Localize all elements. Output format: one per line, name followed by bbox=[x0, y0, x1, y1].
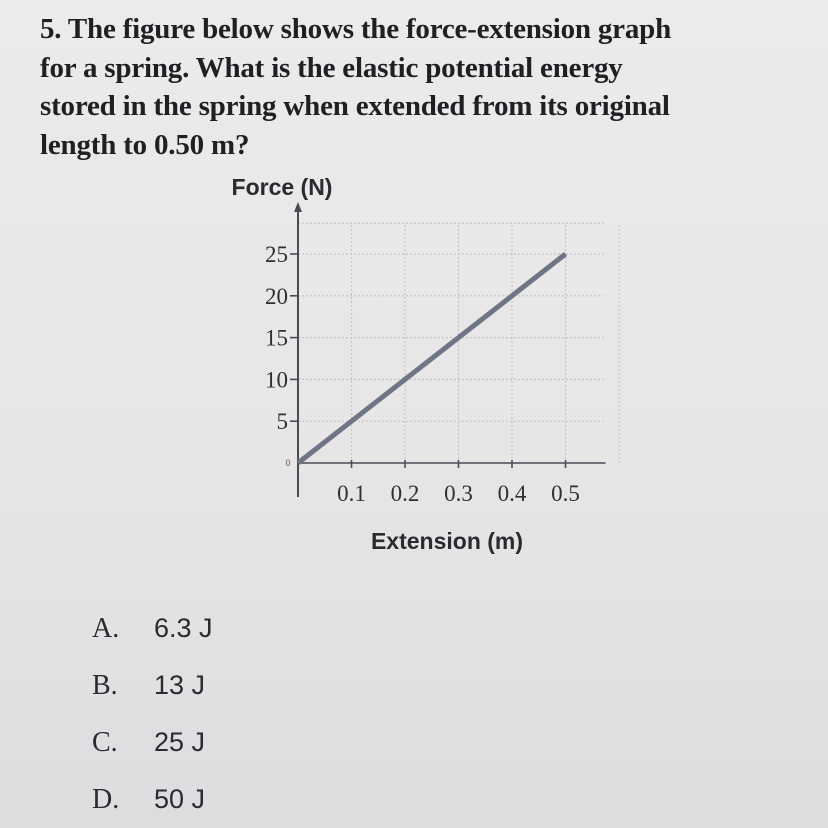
x-tick-label: 0.4 bbox=[497, 481, 527, 506]
option-d[interactable] bbox=[92, 771, 213, 828]
x-tick-label: 0.1 bbox=[337, 481, 366, 506]
x-axis-label: Extension (m) bbox=[370, 528, 524, 554]
y-axis-label: Force (N) bbox=[231, 174, 333, 200]
question-line: length to 0.50 m? bbox=[40, 128, 250, 161]
x-tick-label: 0.5 bbox=[551, 481, 580, 506]
y-tick-label: 20 bbox=[265, 283, 288, 309]
question-line: 5. The figure below shows the force-extension graph bbox=[40, 13, 672, 45]
chart-series bbox=[298, 254, 566, 463]
series-line bbox=[298, 254, 566, 463]
x-tick-label: 0.3 bbox=[444, 481, 473, 506]
option-c[interactable] bbox=[92, 714, 213, 771]
y-axis-arrow bbox=[294, 202, 302, 212]
y-tick-label: 15 bbox=[265, 325, 288, 351]
option-letter: C. bbox=[92, 726, 118, 758]
option-a[interactable] bbox=[92, 600, 213, 657]
x-tick-label: 0.2 bbox=[390, 481, 420, 506]
y-tick-label: 5 bbox=[276, 409, 288, 435]
option-value: 50 J bbox=[154, 784, 206, 814]
y-tick-label: 10 bbox=[265, 367, 288, 393]
origin-label: 0 bbox=[285, 458, 291, 468]
option-letter: D. bbox=[92, 783, 120, 815]
answer-options bbox=[92, 600, 213, 828]
option-letter: B. bbox=[92, 669, 118, 701]
option-value: 25 J bbox=[154, 727, 206, 757]
chart-axes bbox=[294, 202, 606, 497]
option-letter: A. bbox=[92, 612, 120, 644]
question-line: for a spring. What is the elastic potential energy bbox=[40, 51, 623, 84]
option-b[interactable] bbox=[92, 657, 213, 714]
option-value: 13 J bbox=[154, 670, 206, 700]
y-tick-label: 25 bbox=[265, 242, 288, 267]
question-line: stored in the spring when extended from its original bbox=[40, 90, 670, 122]
option-value: 6.3 J bbox=[154, 613, 213, 643]
